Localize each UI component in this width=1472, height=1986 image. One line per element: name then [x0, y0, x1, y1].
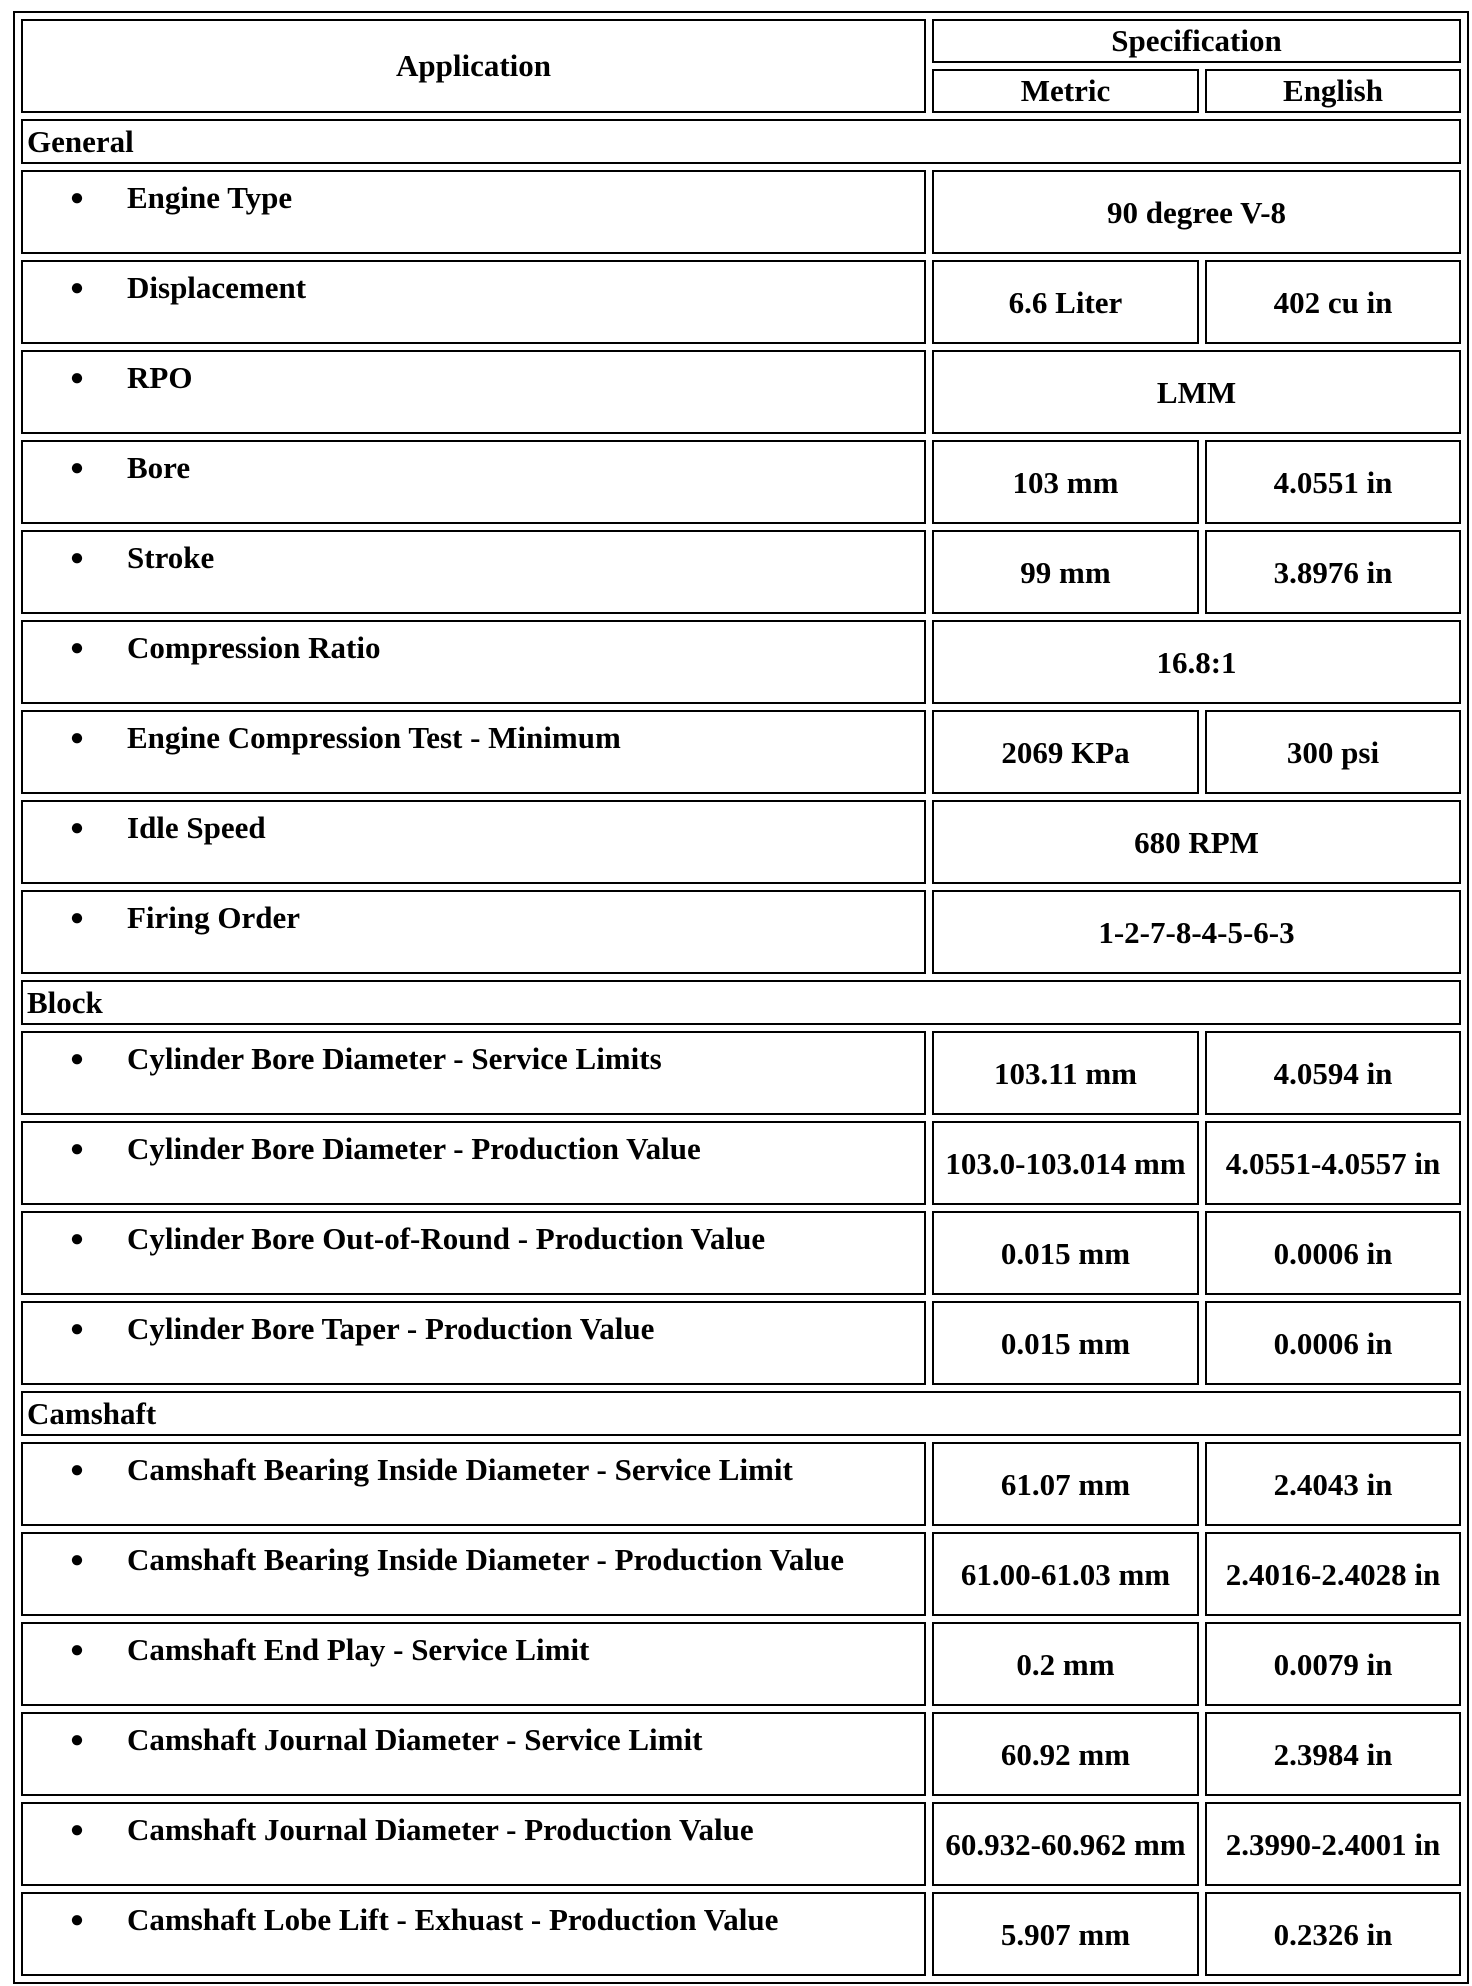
header-english: English	[1205, 69, 1461, 113]
table-row	[21, 1211, 1461, 1295]
section-title: Camshaft	[21, 1391, 1461, 1436]
header-metric: Metric	[932, 69, 1199, 113]
bullet-icon: ●	[69, 1457, 85, 1483]
bullet-icon: ●	[69, 1547, 85, 1573]
application-label: Engine Compression Test - Minimum	[127, 720, 621, 755]
metric-value: 60.92 mm	[932, 1712, 1199, 1796]
table-row	[21, 620, 1461, 704]
application-cell	[21, 1442, 926, 1526]
application-cell	[21, 1031, 926, 1115]
application-cell	[21, 170, 926, 254]
application-cell	[21, 800, 926, 884]
application-label: Bore	[127, 450, 191, 485]
bullet-icon: ●	[69, 455, 85, 481]
table-row	[21, 1121, 1461, 1205]
application-label: Camshaft End Play - Service Limit	[127, 1632, 590, 1667]
english-value: 2.3984 in	[1205, 1712, 1461, 1796]
metric-value: 6.6 Liter	[932, 260, 1199, 344]
application-label: Engine Type	[127, 180, 293, 215]
application-label: Cylinder Bore Out-of-Round - Production Value	[127, 1221, 766, 1256]
table-row	[21, 1301, 1461, 1385]
table-row	[21, 1712, 1461, 1796]
table-row	[21, 530, 1461, 614]
application-label: Cylinder Bore Taper - Production Value	[127, 1311, 655, 1346]
application-label: Cylinder Bore Diameter - Production Value	[127, 1131, 701, 1166]
metric-value: 61.07 mm	[932, 1442, 1199, 1526]
table-body	[21, 119, 1461, 1976]
table-row	[21, 1802, 1461, 1886]
table-row	[21, 1532, 1461, 1616]
spec-value: 90 degree V-8	[932, 170, 1461, 254]
metric-value: 2069 KPa	[932, 710, 1199, 794]
application-cell	[21, 1802, 926, 1886]
bullet-icon: ●	[69, 635, 85, 661]
metric-value: 0.2 mm	[932, 1622, 1199, 1706]
section-row	[21, 119, 1461, 164]
bullet-icon: ●	[69, 275, 85, 301]
english-value: 300 psi	[1205, 710, 1461, 794]
spec-table	[13, 11, 1469, 1984]
table-row	[21, 1892, 1461, 1976]
english-value: 0.0006 in	[1205, 1211, 1461, 1295]
metric-value: 99 mm	[932, 530, 1199, 614]
application-label: Displacement	[127, 270, 307, 305]
application-cell	[21, 530, 926, 614]
english-value: 4.0551 in	[1205, 440, 1461, 524]
english-value: 0.2326 in	[1205, 1892, 1461, 1976]
application-cell	[21, 1211, 926, 1295]
table-row	[21, 710, 1461, 794]
application-label: Camshaft Bearing Inside Diameter - Production Value	[127, 1542, 845, 1577]
application-label: Camshaft Bearing Inside Diameter - Service Limit	[127, 1452, 793, 1487]
metric-value: 60.932-60.962 mm	[932, 1802, 1199, 1886]
header-application: Application	[21, 19, 926, 113]
application-cell	[21, 1712, 926, 1796]
application-label: Compression Ratio	[127, 630, 381, 665]
english-value: 0.0079 in	[1205, 1622, 1461, 1706]
english-value: 4.0594 in	[1205, 1031, 1461, 1115]
section-row	[21, 980, 1461, 1025]
application-label: Camshaft Journal Diameter - Service Limit	[127, 1722, 703, 1757]
bullet-icon: ●	[69, 185, 85, 211]
table-header	[21, 19, 1461, 113]
metric-value: 0.015 mm	[932, 1301, 1199, 1385]
table-row	[21, 1442, 1461, 1526]
bullet-icon: ●	[69, 1817, 85, 1843]
application-cell	[21, 1622, 926, 1706]
english-value: 2.4043 in	[1205, 1442, 1461, 1526]
table-row	[21, 890, 1461, 974]
english-value: 3.8976 in	[1205, 530, 1461, 614]
bullet-icon: ●	[69, 1637, 85, 1663]
table-row	[21, 800, 1461, 884]
application-cell	[21, 710, 926, 794]
table-row	[21, 170, 1461, 254]
section-title: General	[21, 119, 1461, 164]
bullet-icon: ●	[69, 1136, 85, 1162]
bullet-icon: ●	[69, 365, 85, 391]
bullet-icon: ●	[69, 1226, 85, 1252]
section-title: Block	[21, 980, 1461, 1025]
application-cell	[21, 1301, 926, 1385]
table-row	[21, 350, 1461, 434]
bullet-icon: ●	[69, 725, 85, 751]
application-cell	[21, 1892, 926, 1976]
bullet-icon: ●	[69, 905, 85, 931]
application-cell	[21, 620, 926, 704]
application-cell	[21, 890, 926, 974]
application-cell	[21, 1121, 926, 1205]
table-row	[21, 1031, 1461, 1115]
english-value: 0.0006 in	[1205, 1301, 1461, 1385]
section-row	[21, 1391, 1461, 1436]
metric-value: 103 mm	[932, 440, 1199, 524]
english-value: 4.0551-4.0557 in	[1205, 1121, 1461, 1205]
application-label: Camshaft Journal Diameter - Production Value	[127, 1812, 754, 1847]
english-value: 2.3990-2.4001 in	[1205, 1802, 1461, 1886]
table-row	[21, 440, 1461, 524]
table-row	[21, 260, 1461, 344]
application-label: Idle Speed	[127, 810, 266, 845]
english-value: 402 cu in	[1205, 260, 1461, 344]
application-cell	[21, 260, 926, 344]
english-value: 2.4016-2.4028 in	[1205, 1532, 1461, 1616]
spec-value: 1-2-7-8-4-5-6-3	[932, 890, 1461, 974]
spec-value: 680 RPM	[932, 800, 1461, 884]
table-row	[21, 1622, 1461, 1706]
bullet-icon: ●	[69, 545, 85, 571]
metric-value: 103.11 mm	[932, 1031, 1199, 1115]
application-cell	[21, 350, 926, 434]
application-label: Stroke	[127, 540, 215, 575]
metric-value: 61.00-61.03 mm	[932, 1532, 1199, 1616]
metric-value: 0.015 mm	[932, 1211, 1199, 1295]
application-label: Cylinder Bore Diameter - Service Limits	[127, 1041, 662, 1076]
header-specification: Specification	[932, 19, 1461, 63]
application-cell	[21, 440, 926, 524]
application-label: Camshaft Lobe Lift - Exhuast - Production Value	[127, 1902, 779, 1937]
bullet-icon: ●	[69, 1727, 85, 1753]
spec-value: LMM	[932, 350, 1461, 434]
application-cell	[21, 1532, 926, 1616]
bullet-icon: ●	[69, 1046, 85, 1072]
spec-value: 16.8:1	[932, 620, 1461, 704]
bullet-icon: ●	[69, 1907, 85, 1933]
bullet-icon: ●	[69, 1316, 85, 1342]
bullet-icon: ●	[69, 815, 85, 841]
application-label: Firing Order	[127, 900, 301, 935]
metric-value: 5.907 mm	[932, 1892, 1199, 1976]
metric-value: 103.0-103.014 mm	[932, 1121, 1199, 1205]
application-label: RPO	[127, 360, 193, 395]
